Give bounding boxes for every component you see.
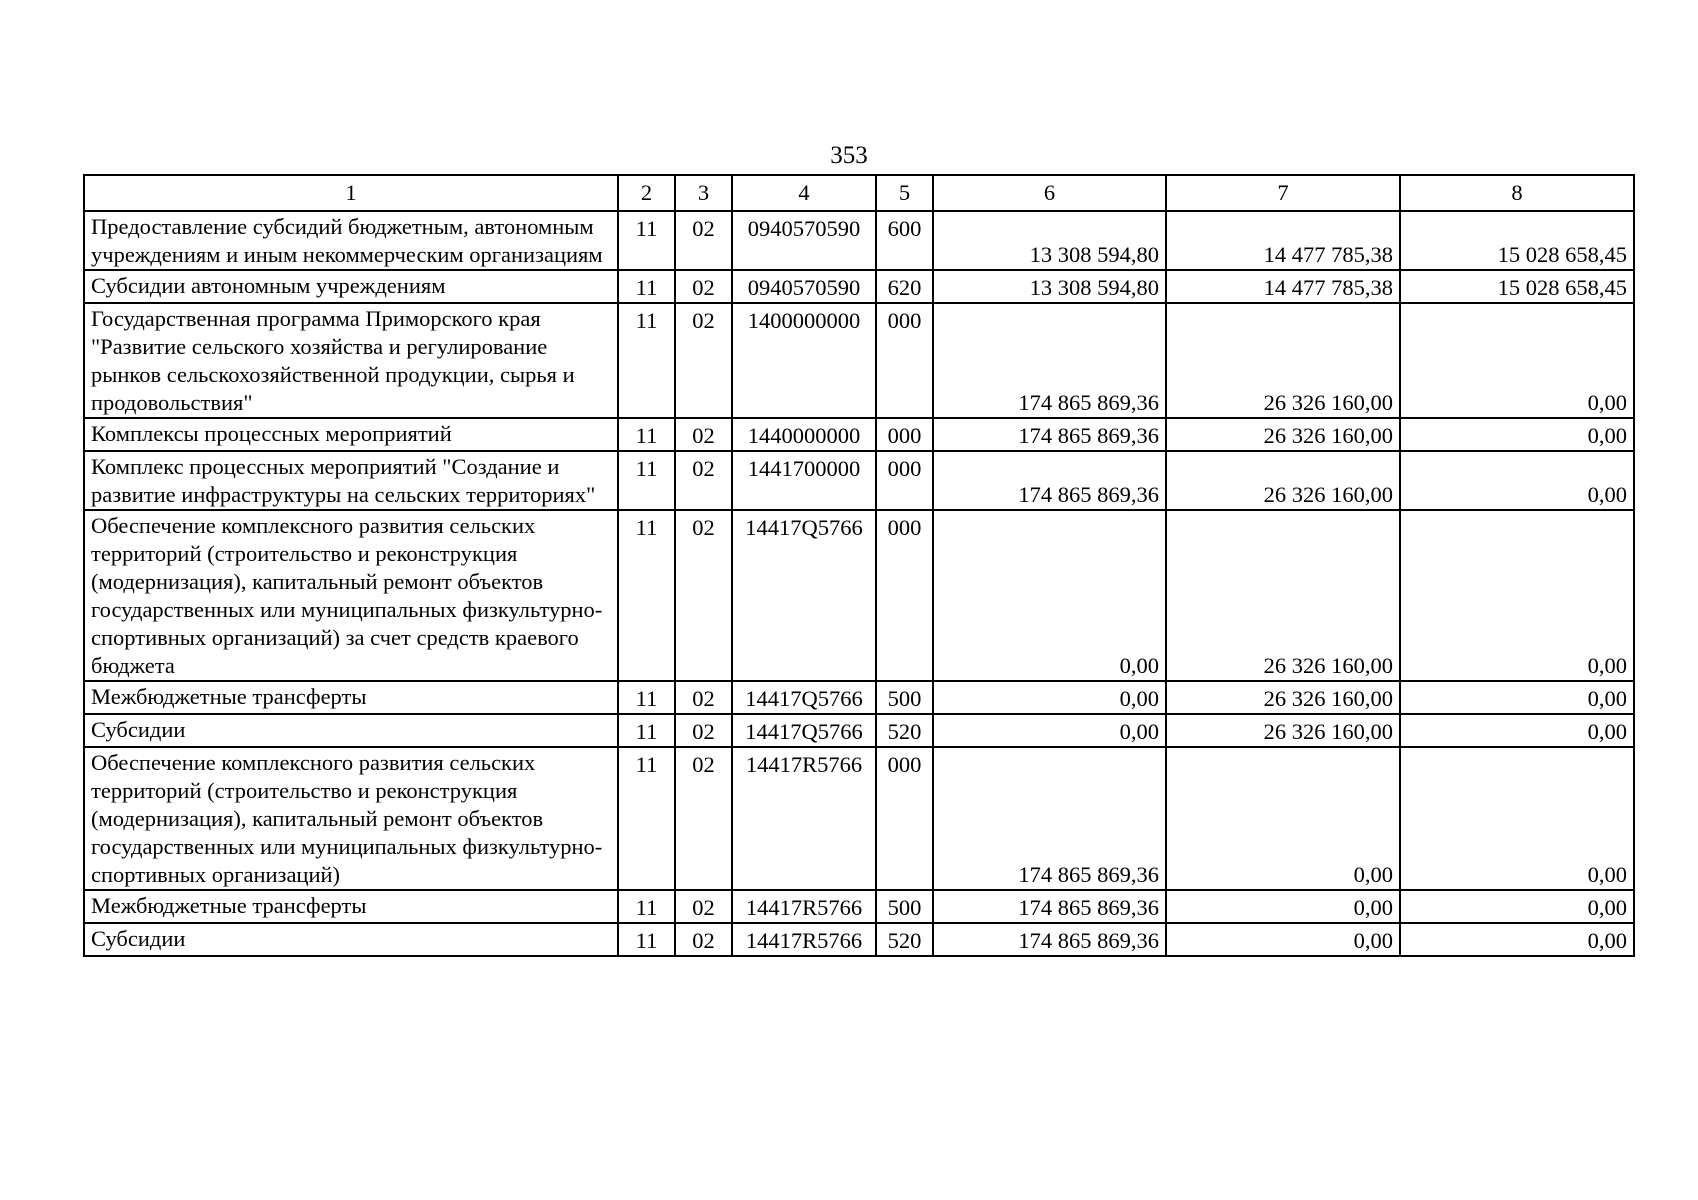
row-amount-col6: 174 865 869,36 <box>933 303 1166 418</box>
header-col-3: 3 <box>675 175 732 211</box>
row-amount-col7: 26 326 160,00 <box>1166 681 1400 714</box>
row-name: Субсидии автономным учреждениям <box>84 270 618 303</box>
row-expense-type: 000 <box>876 451 933 510</box>
row-amount-col6: 174 865 869,36 <box>933 451 1166 510</box>
row-expense-type: 600 <box>876 211 933 270</box>
table-row <box>84 451 1634 510</box>
row-section-code: 11 <box>618 747 675 890</box>
row-amount-col7: 26 326 160,00 <box>1166 418 1400 451</box>
row-target-article: 0940570590 <box>732 211 876 270</box>
row-subsection-code: 02 <box>675 451 732 510</box>
row-name: Обеспечение комплексного развития сельских территорий (строительство и реконструкция (модернизация), капитальный ремонт объектов государственных или муниципальных физкультурно-спортивных организаций) за счет средств краевого бюджета <box>84 510 618 681</box>
table-row <box>84 714 1634 747</box>
row-amount-col8: 15 028 658,45 <box>1400 270 1634 303</box>
row-section-code: 11 <box>618 923 675 956</box>
table-row <box>84 510 1634 681</box>
row-amount-col7: 14 477 785,38 <box>1166 211 1400 270</box>
row-name: Межбюджетные трансферты <box>84 681 618 714</box>
row-subsection-code: 02 <box>675 923 732 956</box>
row-name: Субсидии <box>84 923 618 956</box>
row-amount-col7: 14 477 785,38 <box>1166 270 1400 303</box>
row-name: Комплексы процессных мероприятий <box>84 418 618 451</box>
header-col-4: 4 <box>732 175 876 211</box>
row-subsection-code: 02 <box>675 418 732 451</box>
row-target-article: 1441700000 <box>732 451 876 510</box>
row-expense-type: 000 <box>876 747 933 890</box>
row-amount-col6: 0,00 <box>933 681 1166 714</box>
row-expense-type: 500 <box>876 890 933 923</box>
row-subsection-code: 02 <box>675 890 732 923</box>
row-subsection-code: 02 <box>675 270 732 303</box>
row-target-article: 0940570590 <box>732 270 876 303</box>
row-amount-col6: 13 308 594,80 <box>933 211 1166 270</box>
row-expense-type: 000 <box>876 510 933 681</box>
row-amount-col6: 174 865 869,36 <box>933 923 1166 956</box>
row-amount-col6: 174 865 869,36 <box>933 418 1166 451</box>
row-expense-type: 500 <box>876 681 933 714</box>
row-amount-col6: 0,00 <box>933 714 1166 747</box>
row-amount-col7: 0,00 <box>1166 747 1400 890</box>
row-amount-col7: 0,00 <box>1166 923 1400 956</box>
row-name: Государственная программа Приморского края "Развитие сельского хозяйства и регулирование рынков сельскохозяйственной продукции, сырья и продовольствия" <box>84 303 618 418</box>
table-row <box>84 303 1634 418</box>
row-section-code: 11 <box>618 681 675 714</box>
page-number: 353 <box>830 142 868 169</box>
row-target-article: 14417R5766 <box>732 923 876 956</box>
row-target-article: 1400000000 <box>732 303 876 418</box>
table-row <box>84 890 1634 923</box>
row-section-code: 11 <box>618 303 675 418</box>
row-amount-col8: 0,00 <box>1400 890 1634 923</box>
header-col-8: 8 <box>1400 175 1634 211</box>
row-expense-type: 620 <box>876 270 933 303</box>
header-row <box>84 175 1634 211</box>
row-amount-col7: 0,00 <box>1166 890 1400 923</box>
row-amount-col8: 0,00 <box>1400 451 1634 510</box>
header-col-7: 7 <box>1166 175 1400 211</box>
table-row <box>84 747 1634 890</box>
row-amount-col6: 0,00 <box>933 510 1166 681</box>
row-subsection-code: 02 <box>675 211 732 270</box>
row-section-code: 11 <box>618 451 675 510</box>
row-amount-col7: 26 326 160,00 <box>1166 714 1400 747</box>
row-amount-col7: 26 326 160,00 <box>1166 451 1400 510</box>
row-target-article: 14417Q5766 <box>732 510 876 681</box>
table-row <box>84 418 1634 451</box>
row-expense-type: 000 <box>876 303 933 418</box>
row-name: Межбюджетные трансферты <box>84 890 618 923</box>
row-amount-col6: 13 308 594,80 <box>933 270 1166 303</box>
table-row <box>84 270 1634 303</box>
row-amount-col8: 15 028 658,45 <box>1400 211 1634 270</box>
row-subsection-code: 02 <box>675 303 732 418</box>
row-name: Обеспечение комплексного развития сельских территорий (строительство и реконструкция (модернизация), капитальный ремонт объектов государственных или муниципальных физкультурно-спортивных организаций) <box>84 747 618 890</box>
row-section-code: 11 <box>618 418 675 451</box>
row-subsection-code: 02 <box>675 714 732 747</box>
row-expense-type: 000 <box>876 418 933 451</box>
row-amount-col7: 26 326 160,00 <box>1166 510 1400 681</box>
row-subsection-code: 02 <box>675 681 732 714</box>
row-amount-col8: 0,00 <box>1400 747 1634 890</box>
budget-table <box>83 174 1635 957</box>
table-body <box>84 211 1634 956</box>
row-name: Субсидии <box>84 714 618 747</box>
row-amount-col7: 26 326 160,00 <box>1166 303 1400 418</box>
row-amount-col8: 0,00 <box>1400 510 1634 681</box>
table-row <box>84 211 1634 270</box>
row-expense-type: 520 <box>876 714 933 747</box>
row-amount-col8: 0,00 <box>1400 923 1634 956</box>
table-header <box>84 175 1634 211</box>
row-target-article: 14417Q5766 <box>732 714 876 747</box>
row-target-article: 1440000000 <box>732 418 876 451</box>
header-col-6: 6 <box>933 175 1166 211</box>
header-col-2: 2 <box>618 175 675 211</box>
row-amount-col8: 0,00 <box>1400 418 1634 451</box>
row-section-code: 11 <box>618 510 675 681</box>
row-target-article: 14417Q5766 <box>732 681 876 714</box>
row-name: Предоставление субсидий бюджетным, автономным учреждениям и иным некоммерческим организациям <box>84 211 618 270</box>
row-target-article: 14417R5766 <box>732 747 876 890</box>
row-target-article: 14417R5766 <box>732 890 876 923</box>
row-subsection-code: 02 <box>675 747 732 890</box>
row-expense-type: 520 <box>876 923 933 956</box>
header-col-5: 5 <box>876 175 933 211</box>
row-amount-col6: 174 865 869,36 <box>933 890 1166 923</box>
row-amount-col8: 0,00 <box>1400 303 1634 418</box>
row-section-code: 11 <box>618 270 675 303</box>
header-col-1: 1 <box>84 175 618 211</box>
row-name: Комплекс процессных мероприятий "Создание и развитие инфраструктуры на сельских территориях" <box>84 451 618 510</box>
row-subsection-code: 02 <box>675 510 732 681</box>
table-row <box>84 923 1634 956</box>
row-amount-col8: 0,00 <box>1400 681 1634 714</box>
row-section-code: 11 <box>618 211 675 270</box>
row-amount-col6: 174 865 869,36 <box>933 747 1166 890</box>
row-section-code: 11 <box>618 714 675 747</box>
table-row <box>84 681 1634 714</box>
row-section-code: 11 <box>618 890 675 923</box>
row-amount-col8: 0,00 <box>1400 714 1634 747</box>
